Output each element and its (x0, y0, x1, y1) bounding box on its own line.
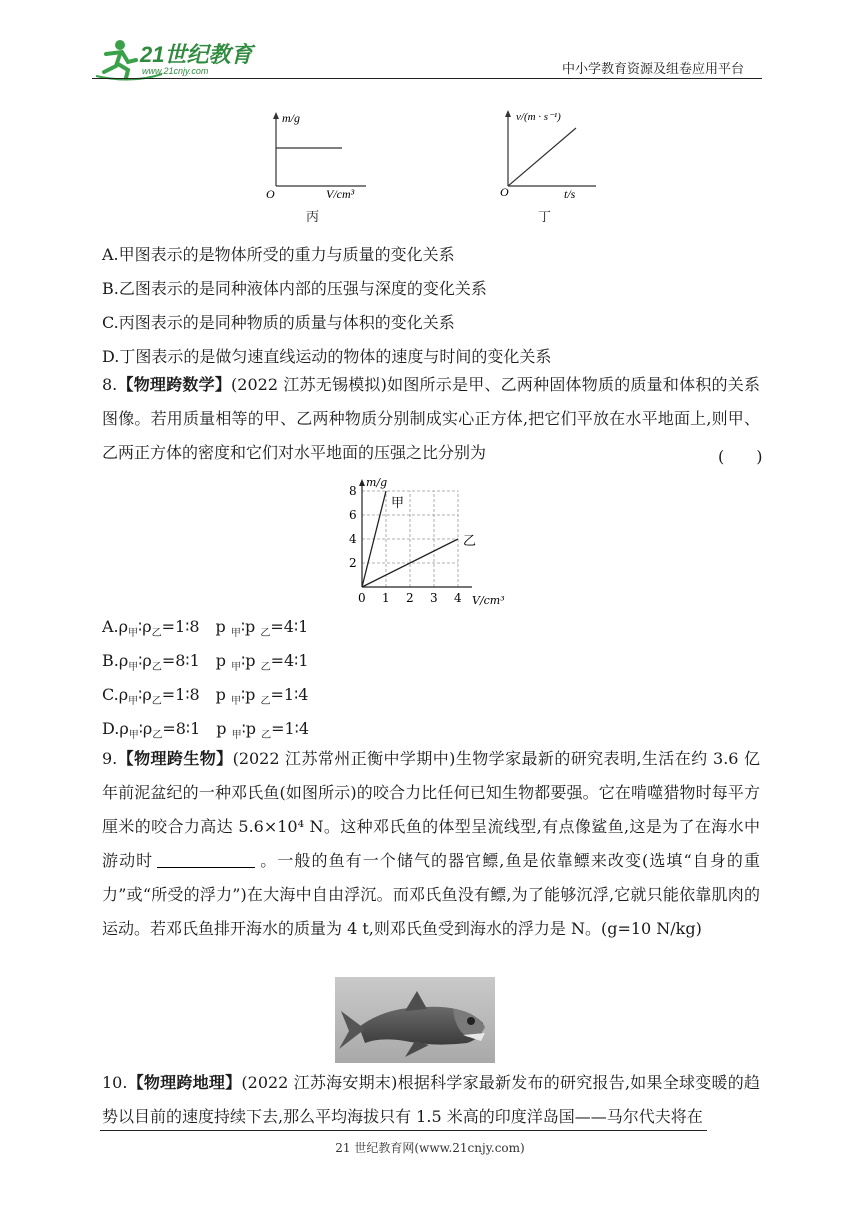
q10-tag: 【物理跨地理】 (127, 1073, 242, 1092)
y-tick-label: 4 (349, 532, 357, 546)
graph-ding (492, 108, 602, 204)
dunkleosteus-fish-image (335, 977, 495, 1063)
graph-ding-xlabel: t/s (564, 187, 576, 200)
header-divider (92, 78, 762, 79)
graph-bing-origin: O (266, 187, 275, 200)
graph-bing-ylabel: m/g (282, 111, 300, 125)
platform-name: 中小学教育资源及组卷应用平台 (562, 62, 745, 77)
q9-text-1: (2022 江苏常州正衡中学期中)生物学家最新的研究表明,生活在约 3.6 亿年前泥盆纪的一种邓氏鱼(如图所示)的咬合力比任何已知生物都要强。它在啃噬猎物时每平方厘米的咬合力高达 5.6×10⁴ N。这种邓氏鱼的体型呈流线型,有点像鲨鱼,这是为了在海水中游动时 (102, 749, 760, 870)
x-tick-label: 2 (406, 591, 414, 605)
q7-option-c: C.丙图表示的是同种物质的质量与体积的变化关系 (102, 313, 455, 332)
q7-option-d: D.丁图表示的是做匀速直线运动的物体的速度与时间的变化关系 (102, 347, 552, 366)
y-axis-arrow (359, 479, 365, 486)
q8-text: (2022 江苏无锡模拟)如图所示是甲、乙两种固体物质的质量和体积的关系图像。若用质量相等的甲、乙两种物质分别制成实心正方体,把它们平放在水平地面上,则甲、乙两正方体的密度和它们对水平地面的压强之比分别为 (102, 375, 760, 462)
q8-option-c: $C.\rho_甲∶\rho_乙=1∶8$ p $_甲$∶p $_乙$=1∶4 (102, 685, 309, 708)
q9-number: 9. (102, 749, 118, 768)
x-tick-label: 3 (430, 591, 438, 605)
q8-option-d: $D.\rho_甲∶\rho_乙=8∶1$ p $_甲$∶p $_乙$=1∶4 (102, 719, 310, 742)
svg-text:www.21cnjy.com: www.21cnjy.com (142, 66, 209, 76)
graph-ding-origin: O (500, 185, 509, 199)
y-axis-label: m/g (366, 476, 388, 489)
series-label-甲: 甲 (391, 496, 405, 511)
graph-ding-ylabel: v/(m · s⁻¹) (516, 111, 561, 123)
q8-tag: 【物理跨数学】 (117, 375, 232, 394)
graph-bing (262, 110, 372, 204)
answer-blank[interactable] (157, 853, 255, 868)
q9-tag: 【物理跨生物】 (117, 749, 233, 768)
graph-bing-xlabel: V/cm³ (326, 187, 355, 200)
q8-option-b: $B.\rho_甲∶\rho_乙=8∶1$ p $_甲$∶p $_乙$=4∶1 (102, 651, 309, 674)
graph-bing-caption: 丙 (306, 210, 320, 225)
y-tick-label: 6 (349, 508, 357, 522)
site-logo (92, 36, 262, 84)
x-axis-label: V/cm³ (472, 594, 505, 607)
q8-number: 8. (102, 375, 118, 394)
series-label-乙: 乙 (463, 534, 477, 549)
q8-option-a: $A.\rho_甲∶\rho_乙=1∶8$ p $_甲$∶p $_乙$=4∶1 (102, 617, 309, 640)
q8-stem (102, 368, 760, 470)
q10-stem (102, 1066, 760, 1134)
graph-ding-caption: 丁 (538, 210, 552, 225)
q8-answer-paren: ( ) (718, 447, 763, 466)
q7-option-a: A.甲图表示的是物体所受的重力与质量的变化关系 (102, 245, 455, 264)
q10-number: 10. (102, 1073, 128, 1092)
svg-text:21世纪教育: 21世纪教育 (140, 42, 253, 67)
footer-divider (100, 1130, 707, 1131)
q8-chart (335, 470, 535, 610)
q9-text-2: 。一般的鱼有一个储气的器官鳔,鱼是依靠鳔来改变(选填“自身的重力”或“所受的浮力”)在大海中自由浮沉。而邓氏鱼没有鳔,为了能够沉浮,它就只能依靠肌肉的运动。若邓氏鱼排开海水的质量为 4 t,则邓氏鱼受到海水的浮力是 N。(g=10 N/kg) (102, 851, 760, 938)
q7-option-b: B.乙图表示的是同种液体内部的压强与深度的变化关系 (102, 279, 487, 298)
runner-icon (92, 36, 262, 84)
y-tick-label: 2 (349, 556, 357, 570)
footer-text: 21 世纪教育网(www.21cnjy.com) (335, 1141, 525, 1155)
x-tick-label: 1 (382, 591, 390, 605)
q10-text: (2022 江苏海安期末)根据科学家最新发布的研究报告,如果全球变暖的趋势以目前的速度持续下去,那么平均海拔只有 1.5 米高的印度洋岛国——马尔代夫将在 (102, 1073, 760, 1126)
q9-stem (102, 742, 760, 946)
x-tick-label: 0 (358, 591, 366, 605)
y-tick-label: 8 (349, 484, 357, 498)
x-tick-label: 4 (454, 591, 462, 605)
